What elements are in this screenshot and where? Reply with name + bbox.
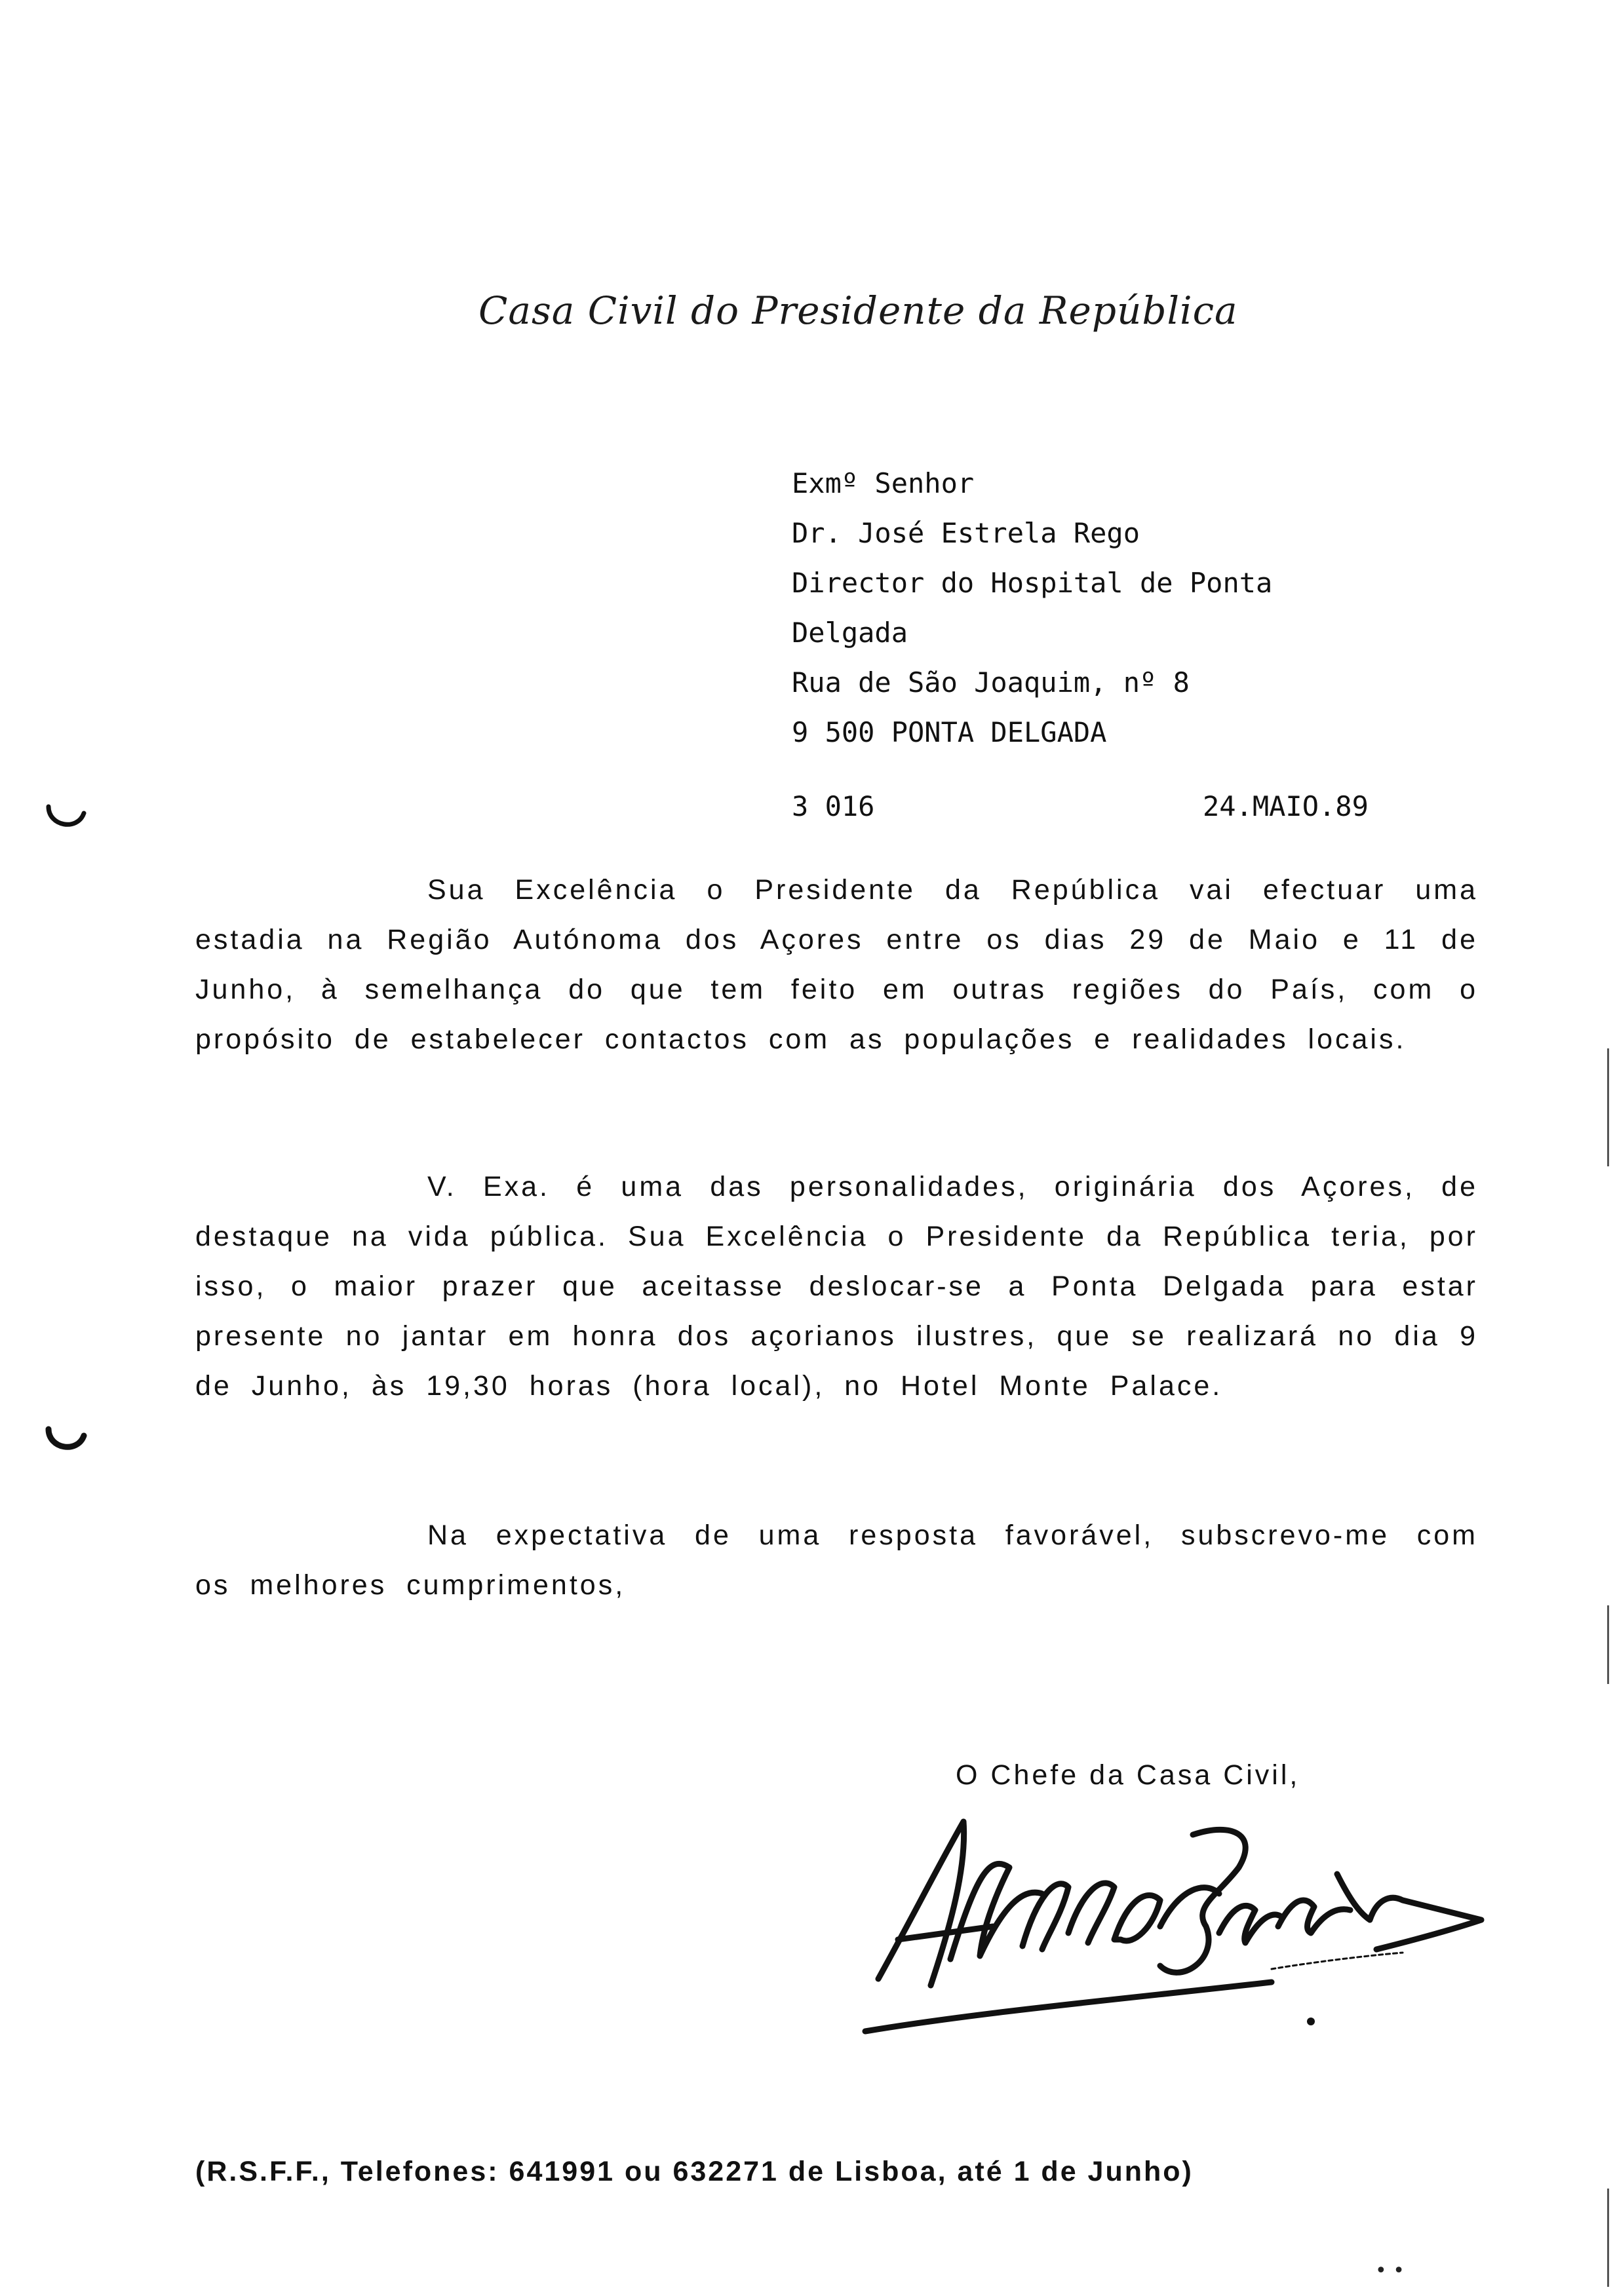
punch-hole-mark (43, 1425, 89, 1458)
paragraph-visit: Sua Excelência o Presidente da República vai efectuar uma estadia na Região Autónoma dos Açores entre os dias 29 de Maio e 11 de Junho, à semelhança do que tem feito em outras regiões do País, com o propósito de estabelecer contactos com as populações e realidades locais. (195, 874, 1478, 1055)
letter-date: 24.MAIO.89 (1203, 790, 1369, 822)
letterhead: Casa Civil do Presidente da República (478, 288, 1238, 333)
stray-dots: • • (1375, 2259, 1405, 2282)
recipient-title-line-1: Director do Hospital de Ponta (792, 567, 1273, 599)
sender-title: O Chefe da Casa Civil, (956, 1759, 1300, 1791)
punch-hole-mark (43, 803, 89, 835)
recipient-salutation: Exmº Senhor (792, 467, 975, 499)
scan-edge-mark (1607, 2189, 1609, 2287)
handwritten-signature (852, 1795, 1501, 2044)
recipient-address (792, 465, 1447, 764)
recipient-city: 9 500 PONTA DELGADA (792, 716, 1107, 748)
recipient-street: Rua de São Joaquim, nº 8 (792, 666, 1190, 698)
scan-edge-mark (1607, 1048, 1609, 1166)
paragraph-invitation: V. Exa. é uma das personalidades, originária dos Açores, de destaque na vida pública. Sua Excelência o Presidente da República teria, por isso, o maior prazer que aceitasse deslocar-se a Ponta Delgada para estar presente no jantar em honra dos açorianos ilustres, que se realizará no dia 9 de Junho, às 19,30 horas (hora local), no Hotel Monte Palace. (195, 1171, 1478, 1402)
paragraph-closing: Na expectativa de uma resposta favorável, subscrevo-me com os melhores cumprimentos, (195, 1520, 1478, 1601)
reference-number: 3 016 (792, 790, 875, 822)
recipient-name: Dr. José Estrela Rego (792, 517, 1140, 549)
scan-edge-mark (1607, 1605, 1609, 1684)
recipient-title-line-2: Delgada (792, 617, 908, 649)
footer-rsvp: (R.S.F.F., Telefones: 641991 ou 632271 de Lisboa, até 1 de Junho) (195, 2156, 1194, 2187)
reference-line (792, 790, 1447, 830)
